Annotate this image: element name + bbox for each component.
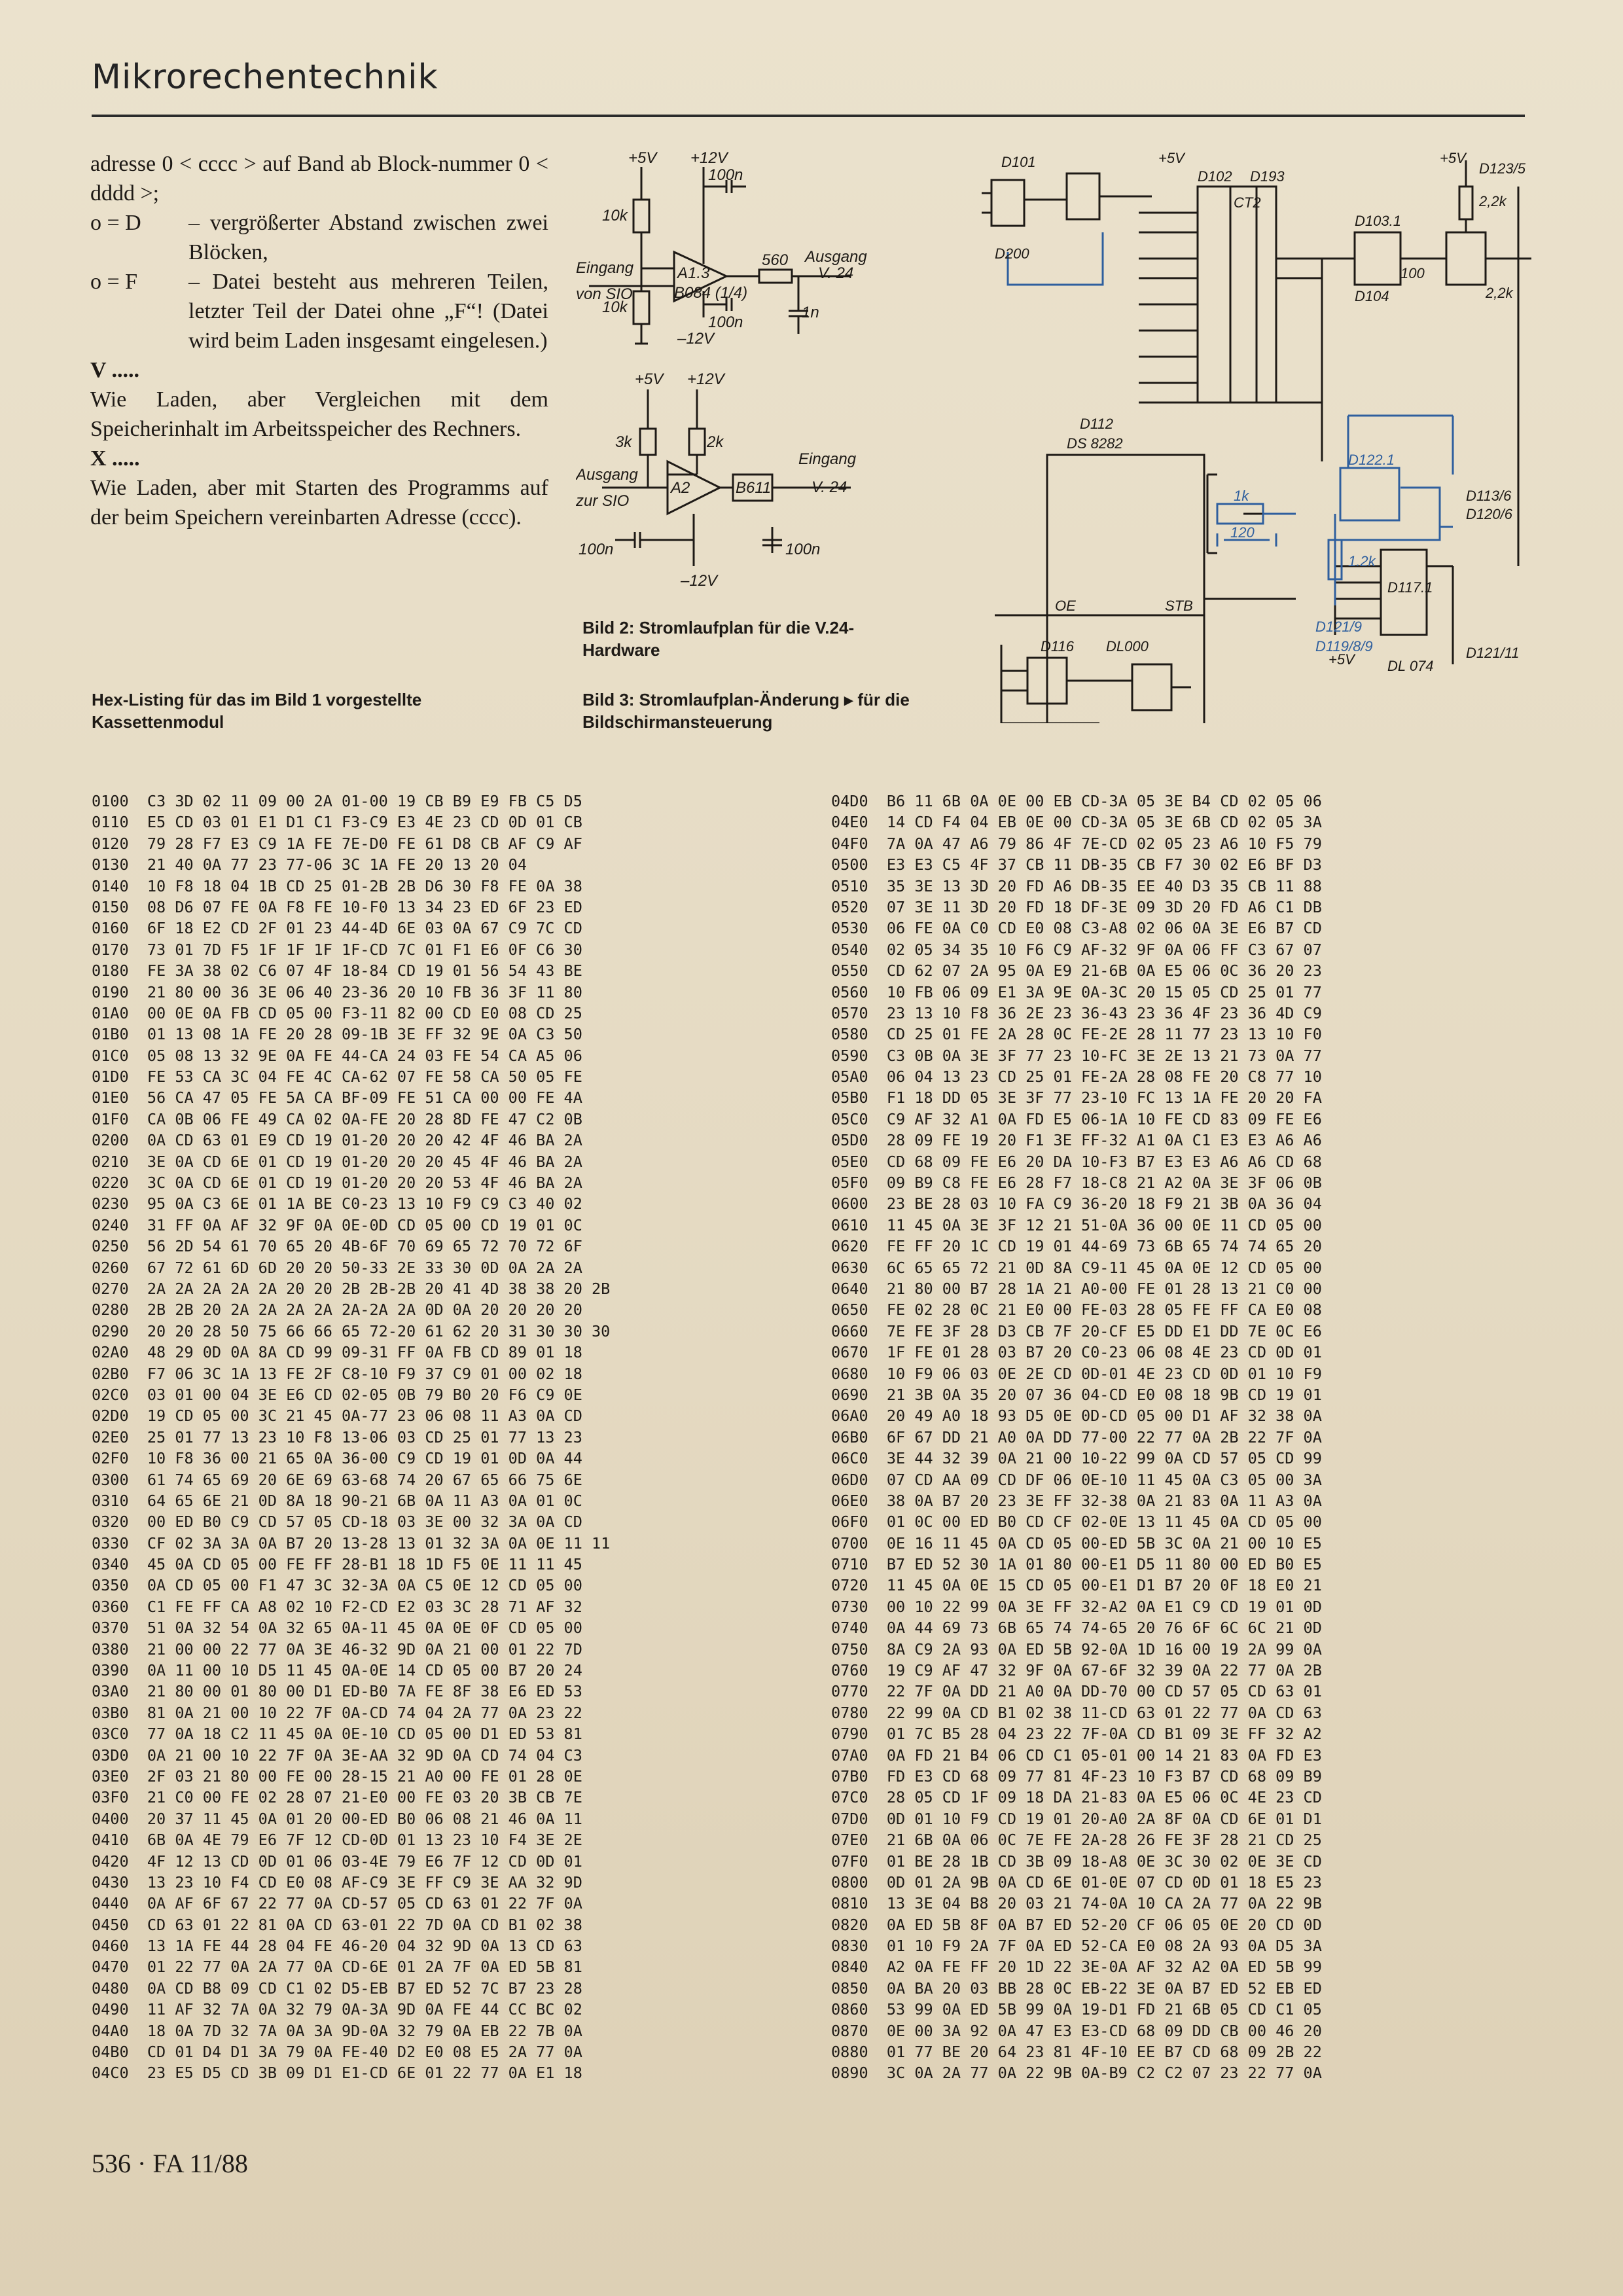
fig3-d200: D200 [995,245,1029,262]
hex-line: 0150 08 D6 07 FE 0A F8 FE 10-F0 13 34 23 ED 6F 23 ED [92,897,582,916]
option-d-text: – vergrößerter Abstand zwischen zwei Blöcken, [188,211,548,264]
hex-line: 0100 C3 3D 02 11 09 00 2A 01-00 19 CB B9 E9 FB C5 D5 [92,792,582,810]
hex-line: 0210 3E 0A CD 6E 01 CD 19 01-20 20 20 45 4F 46 BA 2A [92,1152,582,1171]
hex-line: 0220 3C 0A CD 6E 01 CD 19 01-20 20 20 53 4F 46 BA 2A [92,1174,582,1193]
hex-line: 0260 67 72 61 6D 6D 20 20 50-33 2E 33 30 0D 0A 2A 2A [92,1258,582,1277]
hex-line: 0440 0A AF 6F 67 22 77 0A CD-57 05 CD 63 01 22 7F 0A [92,1894,582,1913]
hex-line: 0870 0E 00 3A 92 0A 47 E3 E3-CD 68 09 DD CB 00 46 20 [831,2021,1322,2040]
hex-line: 05F0 09 B9 C8 FE E6 28 F7 18-C8 21 A2 0A 3E 3F 06 0B [831,1174,1322,1193]
fig2-c100n-a: 100n [708,166,743,184]
hex-line: 0190 21 80 00 36 3E 06 40 23-36 20 10 FB 36 3F 11 80 [92,982,582,1001]
hex-line: 0340 45 0A CD 05 00 FE FF 28-B1 18 1D F5 0E 11 11 45 [92,1555,582,1574]
hex-line: 0600 23 BE 28 03 10 FA C9 36-20 18 F9 21 3B 0A 36 04 [831,1194,1322,1213]
fig3-c100: 100 [1400,265,1425,281]
hex-line: 0250 56 2D 54 61 70 65 20 4B-6F 70 69 65 72 70 72 6F [92,1237,582,1256]
hex-line: 0320 00 ED B0 C9 CD 57 05 CD-18 03 3E 00 32 3A 0A CD [92,1513,582,1532]
hex-line: 0530 06 FE 0A C0 CD E0 08 C3-A8 02 06 0A 3E E6 B7 CD [831,919,1322,938]
hex-line: 0860 53 99 0A ED 5B 99 0A 19-D1 FD 21 6B 05 CD C1 05 [831,2000,1322,2019]
hex-line: 01F0 CA 0B 06 FE 49 CA 02 0A-FE 20 28 8D FE 47 C2 0B [92,1109,582,1128]
hex-line: 0810 13 3E 04 B8 20 03 21 74-0A 10 CA 2A 77 0A 22 9B [831,1894,1322,1913]
hex-line: 01D0 FE 53 CA 3C 04 FE 4C CA-62 07 FE 58 CA 50 05 FE [92,1067,582,1086]
hex-line: 0790 01 7C B5 28 04 23 22 7F-0A CD B1 09 3E FF 32 A2 [831,1725,1322,1744]
fig3-r22k-b: 2,2k [1486,285,1513,301]
hex-line: 07B0 FD E3 CD 68 09 77 81 4F-23 10 F3 B7 CD 68 09 B9 [831,1767,1322,1785]
fig3-dl074: DL 074 [1387,658,1434,674]
fig3-c120: 120 [1230,524,1255,541]
hex-line: 0330 CF 02 3A 3A 0A B7 20 13-28 13 01 32 3A 0A 0E 11 11 [92,1534,611,1552]
hex-line: 0540 02 05 34 35 10 F6 C9 AF-32 9F 0A 06 FF C3 67 07 [831,940,1322,959]
hex-line: 02A0 48 29 0D 0A 8A CD 99 09-31 FF 0A FB CD 89 01 18 [92,1343,582,1362]
hex-line: 0110 E5 CD 03 01 E1 D1 C1 F3-C9 E3 4E 23 CD 0D 01 CB [92,813,582,832]
hex-line: 0370 51 0A 32 54 0A 32 65 0A-11 45 0A 0E 0F CD 05 00 [92,1619,582,1638]
fig2-c100n-c: 100n [579,541,614,558]
fig3-d122: D122.1 [1348,452,1395,468]
hex-line: 0750 8A C9 2A 93 0A ED 5B 92-0A 1D 16 00 19 2A 99 0A [831,1640,1322,1659]
hex-line: 0430 13 23 10 F4 CD E0 08 AF-C9 3E FF C9 3E AA 32 9D [92,1873,582,1892]
hex-line: 01A0 00 0E 0A FB CD 05 00 F3-11 82 00 CD E0 08 CD 25 [92,1003,582,1022]
fig2-vm12-b: –12V [681,572,718,590]
hex-line: 0500 E3 E3 C5 4F 37 CB 11 DB-35 CB F7 30 02 E6 BF D3 [831,855,1322,874]
fig3-d12111: D121/11 [1466,645,1520,661]
fig2-c100n-b: 100n [708,314,743,331]
hex-line: 06B0 6F 67 DD 21 A0 0A DD 77-00 22 77 0A 2B 22 7F 0A [831,1427,1322,1446]
hex-line: 04B0 CD 01 D4 D1 3A 79 0A FE-40 D2 E0 08 E5 2A 77 0A [92,2043,582,2062]
hex-line: 0240 31 FF 0A AF 32 9F 0A 0E-0D CD 05 00 CD 19 01 0C [92,1215,582,1234]
fig2-r560: 560 [762,251,789,269]
fig2-eingang: Eingang [576,259,634,277]
hex-line: 0830 01 10 F9 2A 7F 0A ED 52-CA E0 08 2A 93 0A D5 3A [831,1937,1322,1956]
hex-line: 0130 21 40 0A 77 23 77-06 3C 1A FE 20 13 20 04 [92,855,527,874]
fig3-d1206: D120/6 [1466,506,1512,522]
hex-line: 0470 01 22 77 0A 2A 77 0A CD-6E 01 2A 7F 0A ED 5B 81 [92,1958,582,1977]
fig2-ausgang: Ausgang [805,248,867,266]
hex-listing-caption: Hex-Listing für das im Bild 1 vorgestellte Kassettenmodul [92,690,422,732]
hex-line: 0520 07 3E 11 3D 20 FD 18 DF-3E 09 3D 20 FD A6 C1 DB [831,897,1322,916]
hex-line: 0630 6C 65 65 72 21 0D 8A C9-11 45 0A 0E 12 CD 05 00 [831,1258,1322,1277]
hex-line: 05E0 CD 68 09 FE E6 20 DA 10-F3 B7 E3 E3 A6 A6 CD 68 [831,1152,1322,1171]
figure-3-caption: Bild 3: Stromlaufplan-Änderung ▸ für die Bildschirmansteuerung [582,690,910,732]
hex-line: 0290 20 20 28 50 75 66 66 65 72-20 61 62 20 31 30 30 30 [92,1321,611,1340]
fig2-b611: B611 [736,479,772,497]
fig3-d103: D103.1 [1355,213,1401,229]
fig2-c1n: 1n [802,304,819,321]
hex-line: 0490 11 AF 32 7A 0A 32 79 0A-3A 9D 0A FE 44 CC BC 02 [92,2000,582,2019]
hex-line: 0140 10 F8 18 04 1B CD 25 01-2B 2B D6 30 F8 FE 0A 38 [92,876,582,895]
fig2-von-sio: von SIO [576,285,633,303]
hex-line: 03E0 2F 03 21 80 00 FE 00 28-15 21 A0 00 FE 01 28 0E [92,1767,582,1785]
fig2-r10k-b: 10k [602,298,628,316]
hex-line: 05D0 28 09 FE 19 20 F1 3E FF-32 A1 0A C1 E3 E3 A6 A6 [831,1131,1322,1150]
fig3-ct2: CT2 [1234,194,1261,211]
fig2-b084: B084 (1/4) [674,284,748,302]
fig3-v5-c: +5V [1329,651,1355,668]
figure-2-caption: Bild 2: Stromlaufplan für die V.24-Hardware [582,618,855,660]
hex-line: 06C0 3E 44 32 39 0A 21 00 10-22 99 0A CD 57 05 CD 99 [831,1449,1322,1468]
hex-line: 03A0 21 80 00 01 80 00 D1 ED-B0 7A FE 8F 38 E6 ED 53 [92,1682,582,1701]
hex-line: 0690 21 3B 0A 35 20 07 36 04-CD E0 08 18 9B CD 19 01 [831,1385,1322,1404]
hex-line: 0310 64 65 6E 21 0D 8A 18 90-21 6B 0A 11 A3 0A 01 0C [92,1491,582,1510]
hex-line: 0480 0A CD B8 09 CD C1 02 D5-EB B7 ED 52 7C B7 23 28 [92,1979,582,1998]
hex-line: 0780 22 99 0A CD B1 02 38 11-CD 63 01 22 77 0A CD 63 [831,1703,1322,1722]
fig3-d116: D116 [1041,638,1074,655]
paragraph-x: Wie Laden, aber mit Starten des Programms auf der beim Speichern vereinbarten Adresse (cccc). [90,476,548,529]
hex-line: 0590 C3 0B 0A 3E 3F 77 23 10-FC 3E 2E 13 21 73 0A 77 [831,1046,1322,1065]
fig3-oe: OE [1055,598,1076,614]
fig3-d117: D117.1 [1387,579,1433,596]
hex-line: 06E0 38 0A B7 20 23 3E FF 32-38 0A 21 83 0A 11 A3 0A [831,1491,1322,1510]
fig2-v12-bottom: +12V [687,370,724,388]
section-header: Mikrorechentechnik [92,58,438,97]
fig2-a13: A1.3 [677,264,710,282]
fig3-d113: D113/6 [1466,488,1512,504]
hex-line: 07A0 0A FD 21 B4 06 CD C1 05-01 00 14 21 83 0A FD E3 [831,1746,1322,1765]
fig3-d101: D101 [1001,154,1036,170]
hex-line: 0400 20 37 11 45 0A 01 20 00-ED B0 06 08 21 46 0A 11 [92,1809,582,1828]
hex-line: 0820 0A ED 5B 8F 0A B7 ED 52-20 CF 06 05 0E 20 CD 0D [831,1915,1322,1934]
hex-line: 0560 10 FB 06 09 E1 3A 9E 0A-3C 20 15 05 CD 25 01 77 [831,982,1322,1001]
hex-line: 0280 2B 2B 20 2A 2A 2A 2A 2A-2A 2A 0D 0A 20 20 20 20 [92,1300,582,1319]
fig3-v5-b: +5V [1440,150,1466,166]
hex-line: 0740 0A 44 69 73 6B 65 74 74-65 20 76 6F 6C 6C 21 0D [831,1619,1322,1638]
hex-line: 05C0 C9 AF 32 A1 0A FD E5 06-1A 10 FE CD 83 09 FE E6 [831,1109,1322,1128]
hex-line: 0640 21 80 00 B7 28 1A 21 A0-00 FE 01 28 13 21 C0 00 [831,1279,1322,1298]
hex-line: 0840 A2 0A FE FF 20 1D 22 3E-0A AF 32 A2 0A ED 5B 99 [831,1958,1322,1977]
hex-line: 01B0 01 13 08 1A FE 20 28 09-1B 3E FF 32 9E 0A C3 50 [92,1025,582,1044]
fig3-stb: STB [1165,598,1193,614]
hex-line: 0230 95 0A C3 6E 01 1A BE C0-23 13 10 F9 C9 C3 40 02 [92,1194,582,1213]
command-v: V ..... [90,358,139,382]
hex-line: 02D0 19 CD 05 00 3C 21 45 0A-77 23 06 08 11 A3 0A CD [92,1407,582,1426]
fig3-d123: D123/5 [1479,160,1525,177]
hex-line: 03B0 81 0A 21 00 10 22 7F 0A-CD 74 04 2A 77 0A 23 22 [92,1703,582,1722]
fig3-r12k: 1.2k [1348,553,1376,569]
hex-line: 0300 61 74 65 69 20 6E 69 63-68 74 20 67 65 66 75 6E [92,1470,582,1489]
hex-line: 0350 0A CD 05 00 F1 47 3C 32-3A 0A C5 0E 12 CD 05 00 [92,1576,582,1595]
hex-line: 0710 B7 ED 52 30 1A 01 80 00-E1 D5 11 80 00 ED B0 E5 [831,1555,1322,1574]
hex-line: 05B0 F1 18 DD 05 3E 3F 77 23-10 FC 13 1A FE 20 20 FA [831,1088,1322,1107]
fig3-ds8282: DS 8282 [1067,435,1123,452]
hex-listing-left [92,791,610,2084]
hex-line: 0200 0A CD 63 01 E9 CD 19 01-20 20 20 42 4F 46 BA 2A [92,1131,582,1150]
hex-line: 0880 01 77 BE 20 64 23 81 4F-10 EE B7 CD 68 09 2B 22 [831,2043,1322,2062]
hex-line: 0760 19 C9 AF 47 32 9F 0A 67-6F 32 39 0A 22 77 0A 2B [831,1661,1322,1680]
hex-line: 04D0 B6 11 6B 0A 0E 00 EB CD-3A 05 3E B4 CD 02 05 06 [831,792,1322,810]
hex-line: 0450 CD 63 01 22 81 0A CD 63-01 22 7D 0A CD B1 02 38 [92,1915,582,1934]
hex-line: 03D0 0A 21 00 10 22 7F 0A 3E-AA 32 9D 0A CD 74 04 C3 [92,1746,582,1765]
fig3-d112: D112 [1080,416,1113,432]
fig3-dl000: DL000 [1106,638,1149,655]
hex-line: 04F0 7A 0A 47 A6 79 86 4F 7E-CD 02 05 23 A6 10 F5 79 [831,834,1322,853]
fig3-d102: D102 [1198,168,1232,185]
hex-line: 0170 73 01 7D F5 1F 1F 1F 1F-CD 7C 01 F1 E6 0F C6 30 [92,940,582,959]
body-text [90,149,548,532]
fig3-d121: D121/9 [1315,619,1362,635]
fig2-v24-b: V. 24 [812,478,847,496]
hex-line: 0120 79 28 F7 E3 C9 1A FE 7E-D0 FE 61 D8 CB AF C9 AF [92,834,582,853]
figure-2-schematic [576,147,910,599]
hex-line: 0160 6F 18 E2 CD 2F 01 23 44-4D 6E 03 0A 67 C9 7C CD [92,919,582,938]
hex-line: 0650 FE 02 28 0C 21 E0 00 FE-03 28 05 FE FF CA E0 08 [831,1300,1322,1319]
hex-line: 06A0 20 49 A0 18 93 D5 0E 0D-CD 05 00 D1 AF 32 38 0A [831,1407,1322,1426]
fig2-r2k: 2k [707,433,724,451]
hex-line: 0460 13 1A FE 44 28 04 FE 46-20 04 32 9D 0A 13 CD 63 [92,1937,582,1956]
fig2-v12-top: +12V [690,149,728,167]
hex-line: 0800 0D 01 2A 9B 0A CD 6E 01-0E 07 CD 0D 01 18 E5 23 [831,1873,1322,1892]
option-f [90,267,548,355]
fig2-r3k: 3k [615,433,632,451]
figure-3-schematic [982,147,1544,723]
paragraph-address: adresse 0 < cccc > auf Band ab Block-nummer 0 < dddd >; [90,152,548,206]
hex-line: 01C0 05 08 13 32 9E 0A FE 44-CA 24 03 FE 54 CA A5 06 [92,1046,582,1065]
hex-line: 02E0 25 01 77 13 23 10 F8 13-06 03 CD 25 01 77 13 23 [92,1427,582,1446]
hex-line: 0620 FE FF 20 1C CD 19 01 44-69 73 6B 65 74 74 65 20 [831,1237,1322,1256]
hex-line: 0360 C1 FE FF CA A8 02 10 F2-CD E2 03 3C 28 71 AF 32 [92,1597,582,1616]
option-f-text: – Datei besteht aus mehreren Teilen, letzter Teil der Datei ohne „F“! (Datei wird beim Laden insgesamt eingelesen.) [188,270,548,353]
paragraph-v: Wie Laden, aber Vergleichen mit dem Speicherinhalt im Arbeitsspeicher des Rechners. [90,387,548,441]
fig2-v5-bottom: +5V [635,370,664,388]
fig2-ausgang-b: Ausgang [576,466,638,484]
hex-line: 0420 4F 12 13 CD 0D 01 06 03-4E 79 E6 7F 12 CD 0D 01 [92,1852,582,1871]
hex-line: 02C0 03 01 00 04 3E E6 CD 02-05 0B 79 B0 20 F6 C9 0E [92,1385,582,1404]
hex-line: 0850 0A BA 20 03 BB 28 0C EB-22 3E 0A B7 ED 52 EB ED [831,1979,1322,1998]
hex-line: 01E0 56 CA 47 05 FE 5A CA BF-09 FE 51 CA 00 00 FE 4A [92,1088,582,1107]
hex-line: 06F0 01 0C 00 ED B0 CD CF 02-0E 13 11 45 0A CD 05 00 [831,1513,1322,1532]
command-x: X ..... [90,446,140,471]
hex-line: 0890 3C 0A 2A 77 0A 22 9B 0A-B9 C2 C2 07 23 22 77 0A [831,2064,1322,2083]
fig2-v24-a: V. 24 [818,264,854,282]
fig3-d104: D104 [1355,288,1389,304]
hex-line: 02B0 F7 06 3C 1A 13 FE 2F C8-10 F9 37 C9 01 00 02 18 [92,1364,582,1383]
fig2-c100n-d: 100n [785,541,821,558]
hex-line: 07C0 28 05 CD 1F 09 18 DA 21-83 0A E5 06 0C 4E 23 CD [831,1788,1322,1807]
fig2-v5-top: +5V [628,149,657,167]
page-footer: 536 · FA 11/88 [92,2149,248,2178]
hex-line: 0680 10 F9 06 03 0E 2E CD 0D-01 4E 23 CD 0D 01 10 F9 [831,1364,1322,1383]
hex-line: 0410 6B 0A 4E 79 E6 7F 12 CD-0D 01 13 23 10 F4 3E 2E [92,1831,582,1850]
hex-line: 03C0 77 0A 18 C2 11 45 0A 0E-10 CD 05 00 D1 ED 53 81 [92,1725,582,1744]
hex-line: 07F0 01 BE 28 1B CD 3B 09 18-A8 0E 3C 30 02 0E 3E CD [831,1852,1322,1871]
hex-line: 04A0 18 0A 7D 32 7A 0A 3A 9D-0A 32 79 0A EB 22 7B 0A [92,2021,582,2040]
hex-line: 04C0 23 E5 D5 CD 3B 09 D1 E1-CD 6E 01 22 77 0A E1 18 [92,2064,582,2083]
hex-line: 0570 23 13 10 F8 36 2E 23 36-43 23 36 4F 23 36 4D C9 [831,1003,1322,1022]
hex-line: 05A0 06 04 13 23 CD 25 01 FE-2A 28 08 FE 20 C8 77 10 [831,1067,1322,1086]
hex-line: 0660 7E FE 3F 28 D3 CB 7F 20-CF E5 DD E1 DD 7E 0C E6 [831,1321,1322,1340]
header-rule [92,115,1525,117]
hex-line: 0720 11 45 0A 0E 15 CD 05 00-E1 D1 B7 20 0F 18 E0 21 [831,1576,1322,1595]
hex-line: 0700 0E 16 11 45 0A CD 05 00-ED 5B 3C 0A 21 00 10 E5 [831,1534,1322,1552]
fig2-vm12-a: –12V [677,330,715,348]
hex-line: 0770 22 7F 0A DD 21 A0 0A DD-70 00 CD 57 05 CD 63 01 [831,1682,1322,1701]
fig2-r10k-a: 10k [602,207,628,224]
fig3-d119: D119/8/9 [1315,638,1373,655]
hex-line: 0550 CD 62 07 2A 95 0A E9 21-6B 0A E5 06 0C 36 20 23 [831,961,1322,980]
option-f-key: o = F [90,270,138,294]
hex-line: 0510 35 3E 13 3D 20 FD A6 DB-35 EE 40 D3 35 CB 11 88 [831,876,1322,895]
hex-line: 07D0 0D 01 10 F9 CD 19 01 20-A0 2A 8F 0A CD 6E 01 D1 [831,1809,1322,1828]
hex-listing-right [831,791,1322,2084]
fig2-eingang-b: Eingang [798,450,857,468]
hex-line: 0180 FE 3A 38 02 C6 07 4F 18-84 CD 19 01 56 54 43 BE [92,961,582,980]
hex-line: 0730 00 10 22 99 0A 3E FF 32-A2 0A E1 C9 CD 19 01 0D [831,1597,1322,1616]
fig2-zur-sio: zur SIO [576,492,630,510]
hex-line: 0610 11 45 0A 3E 3F 12 21 51-0A 36 00 0E 11 CD 05 00 [831,1215,1322,1234]
hex-line: 0270 2A 2A 2A 2A 2A 20 20 2B 2B-2B 20 41 4D 38 38 20 2B [92,1279,611,1298]
fig2-a2: A2 [671,479,690,497]
fig3-r22k-a: 2,2k [1479,193,1507,209]
fig3-v5-a: +5V [1158,150,1185,166]
hex-line: 03F0 21 C0 00 FE 02 28 07 21-E0 00 FE 03 20 3B CB 7E [92,1788,582,1807]
option-d [90,208,548,267]
hex-line: 0380 21 00 00 22 77 0A 3E 46-32 9D 0A 21 00 01 22 7D [92,1640,582,1659]
option-d-key: o = D [90,211,141,235]
fig3-r1k: 1k [1234,488,1249,504]
hex-line: 02F0 10 F8 36 00 21 65 0A 36-00 C9 CD 19 01 0D 0A 44 [92,1449,582,1468]
hex-line: 04E0 14 CD F4 04 EB 0E 00 CD-3A 05 3E 6B CD 02 05 3A [831,813,1322,832]
hex-line: 0580 CD 25 01 FE 2A 28 0C FE-2E 28 11 77 23 13 10 F0 [831,1025,1322,1044]
hex-line: 07E0 21 6B 0A 06 0C 7E FE 2A-28 26 FE 3F 28 21 CD 25 [831,1831,1322,1850]
hex-line: 06D0 07 CD AA 09 CD DF 06 0E-10 11 45 0A C3 05 00 3A [831,1470,1322,1489]
hex-line: 0670 1F FE 01 28 03 B7 20 C0-23 06 08 4E 23 CD 0D 01 [831,1343,1322,1362]
fig3-d193: D193 [1250,168,1285,185]
hex-line: 0390 0A 11 00 10 D5 11 45 0A-0E 14 CD 05 00 B7 20 24 [92,1661,582,1680]
